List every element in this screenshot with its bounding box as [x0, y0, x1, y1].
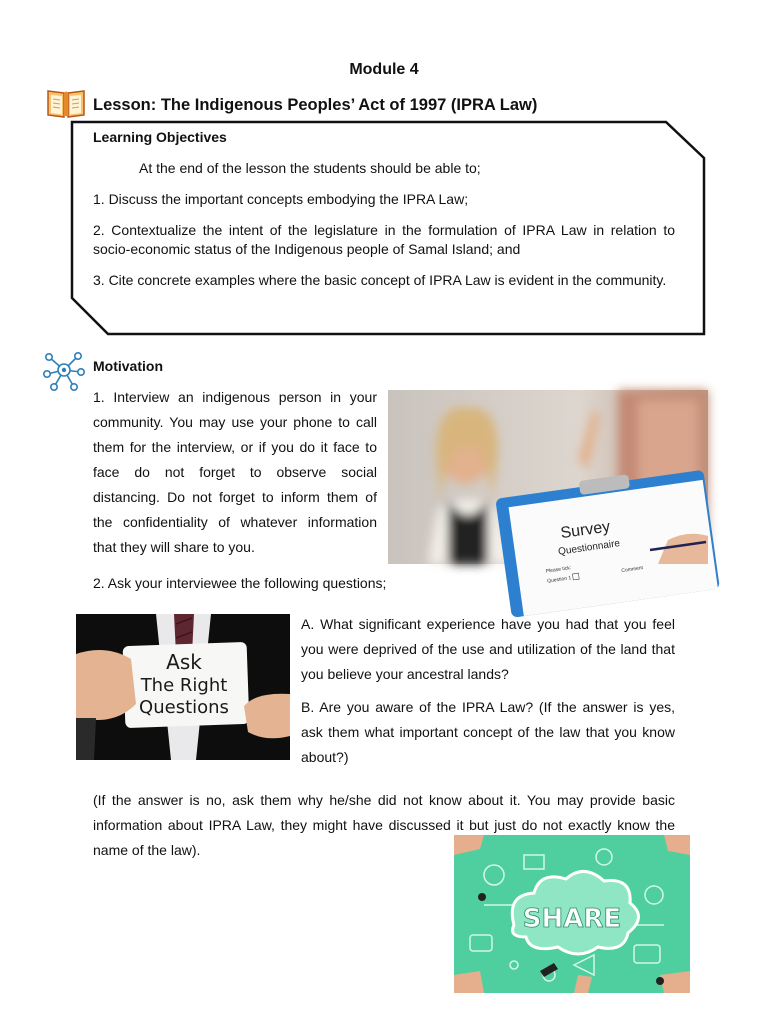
ask-the-right-questions-photo [76, 614, 290, 760]
motivation-heading: Motivation [93, 358, 163, 374]
survey-label-3: Comment [621, 565, 644, 575]
objectives-intro: At the end of the lesson the students should be able to; [139, 160, 481, 176]
questions-word: Questions [139, 697, 229, 718]
motivation-step-1: 1. Interview an indigenous person in your community. You may use your phone to call them for the interview, or if you do it face to face do not forget to observe social distancing. Do not forget to inform them of the confidentiality of whatever information that they will share to you. [93, 389, 377, 555]
survey-questionnaire-photo [388, 390, 708, 585]
survey-label-1: Please tick: [545, 565, 572, 575]
objective-3: 3. Cite concrete examples where the basic concept of IPRA Law is evident in the community. [93, 272, 667, 288]
module-title: Module 4 [349, 61, 419, 78]
motivation-step-2: 2. Ask your interviewee the following questions; [93, 575, 387, 591]
share-illustration [454, 835, 690, 993]
question-a: A. What significant experience have you had that you feel you were deprived of the use and utilization of the land that you believe your ancestral lands? [301, 616, 675, 682]
question-b: B. Are you aware of the IPRA Law? (If the answer is yes, ask them what important concept of the law that you know about?) [301, 699, 675, 765]
survey-label-2: Question 1 [546, 575, 572, 585]
objective-2: 2. Contextualize the intent of the legislature in the formulation of IPRA Law in relation to socio-economic status of the Indigenous people of Samal Island; and [93, 222, 675, 257]
ask-word: Ask [166, 650, 202, 674]
survey-word: Survey [559, 518, 612, 543]
open-book-icon [47, 86, 85, 118]
the-right-words: The Right [140, 675, 228, 696]
network-nodes-icon [42, 350, 86, 392]
questionnaire-word: Questionnaire [557, 538, 621, 558]
objectives-heading: Learning Objectives [93, 129, 227, 145]
interview-note: (If the answer is no, ask them why he/she did not know about it. You may provide basic information about IPRA Law, they might have discussed it but just do not exactly know the name of the law). [93, 792, 675, 858]
share-word: SHARE [522, 904, 622, 934]
objective-1: 1. Discuss the important concepts embodying the IPRA Law; [93, 191, 469, 207]
lesson-title: Lesson: The Indigenous Peoples’ Act of 1997 (IPRA Law) [93, 96, 538, 114]
learning-objectives [93, 128, 675, 290]
interview-questions [301, 612, 675, 778]
